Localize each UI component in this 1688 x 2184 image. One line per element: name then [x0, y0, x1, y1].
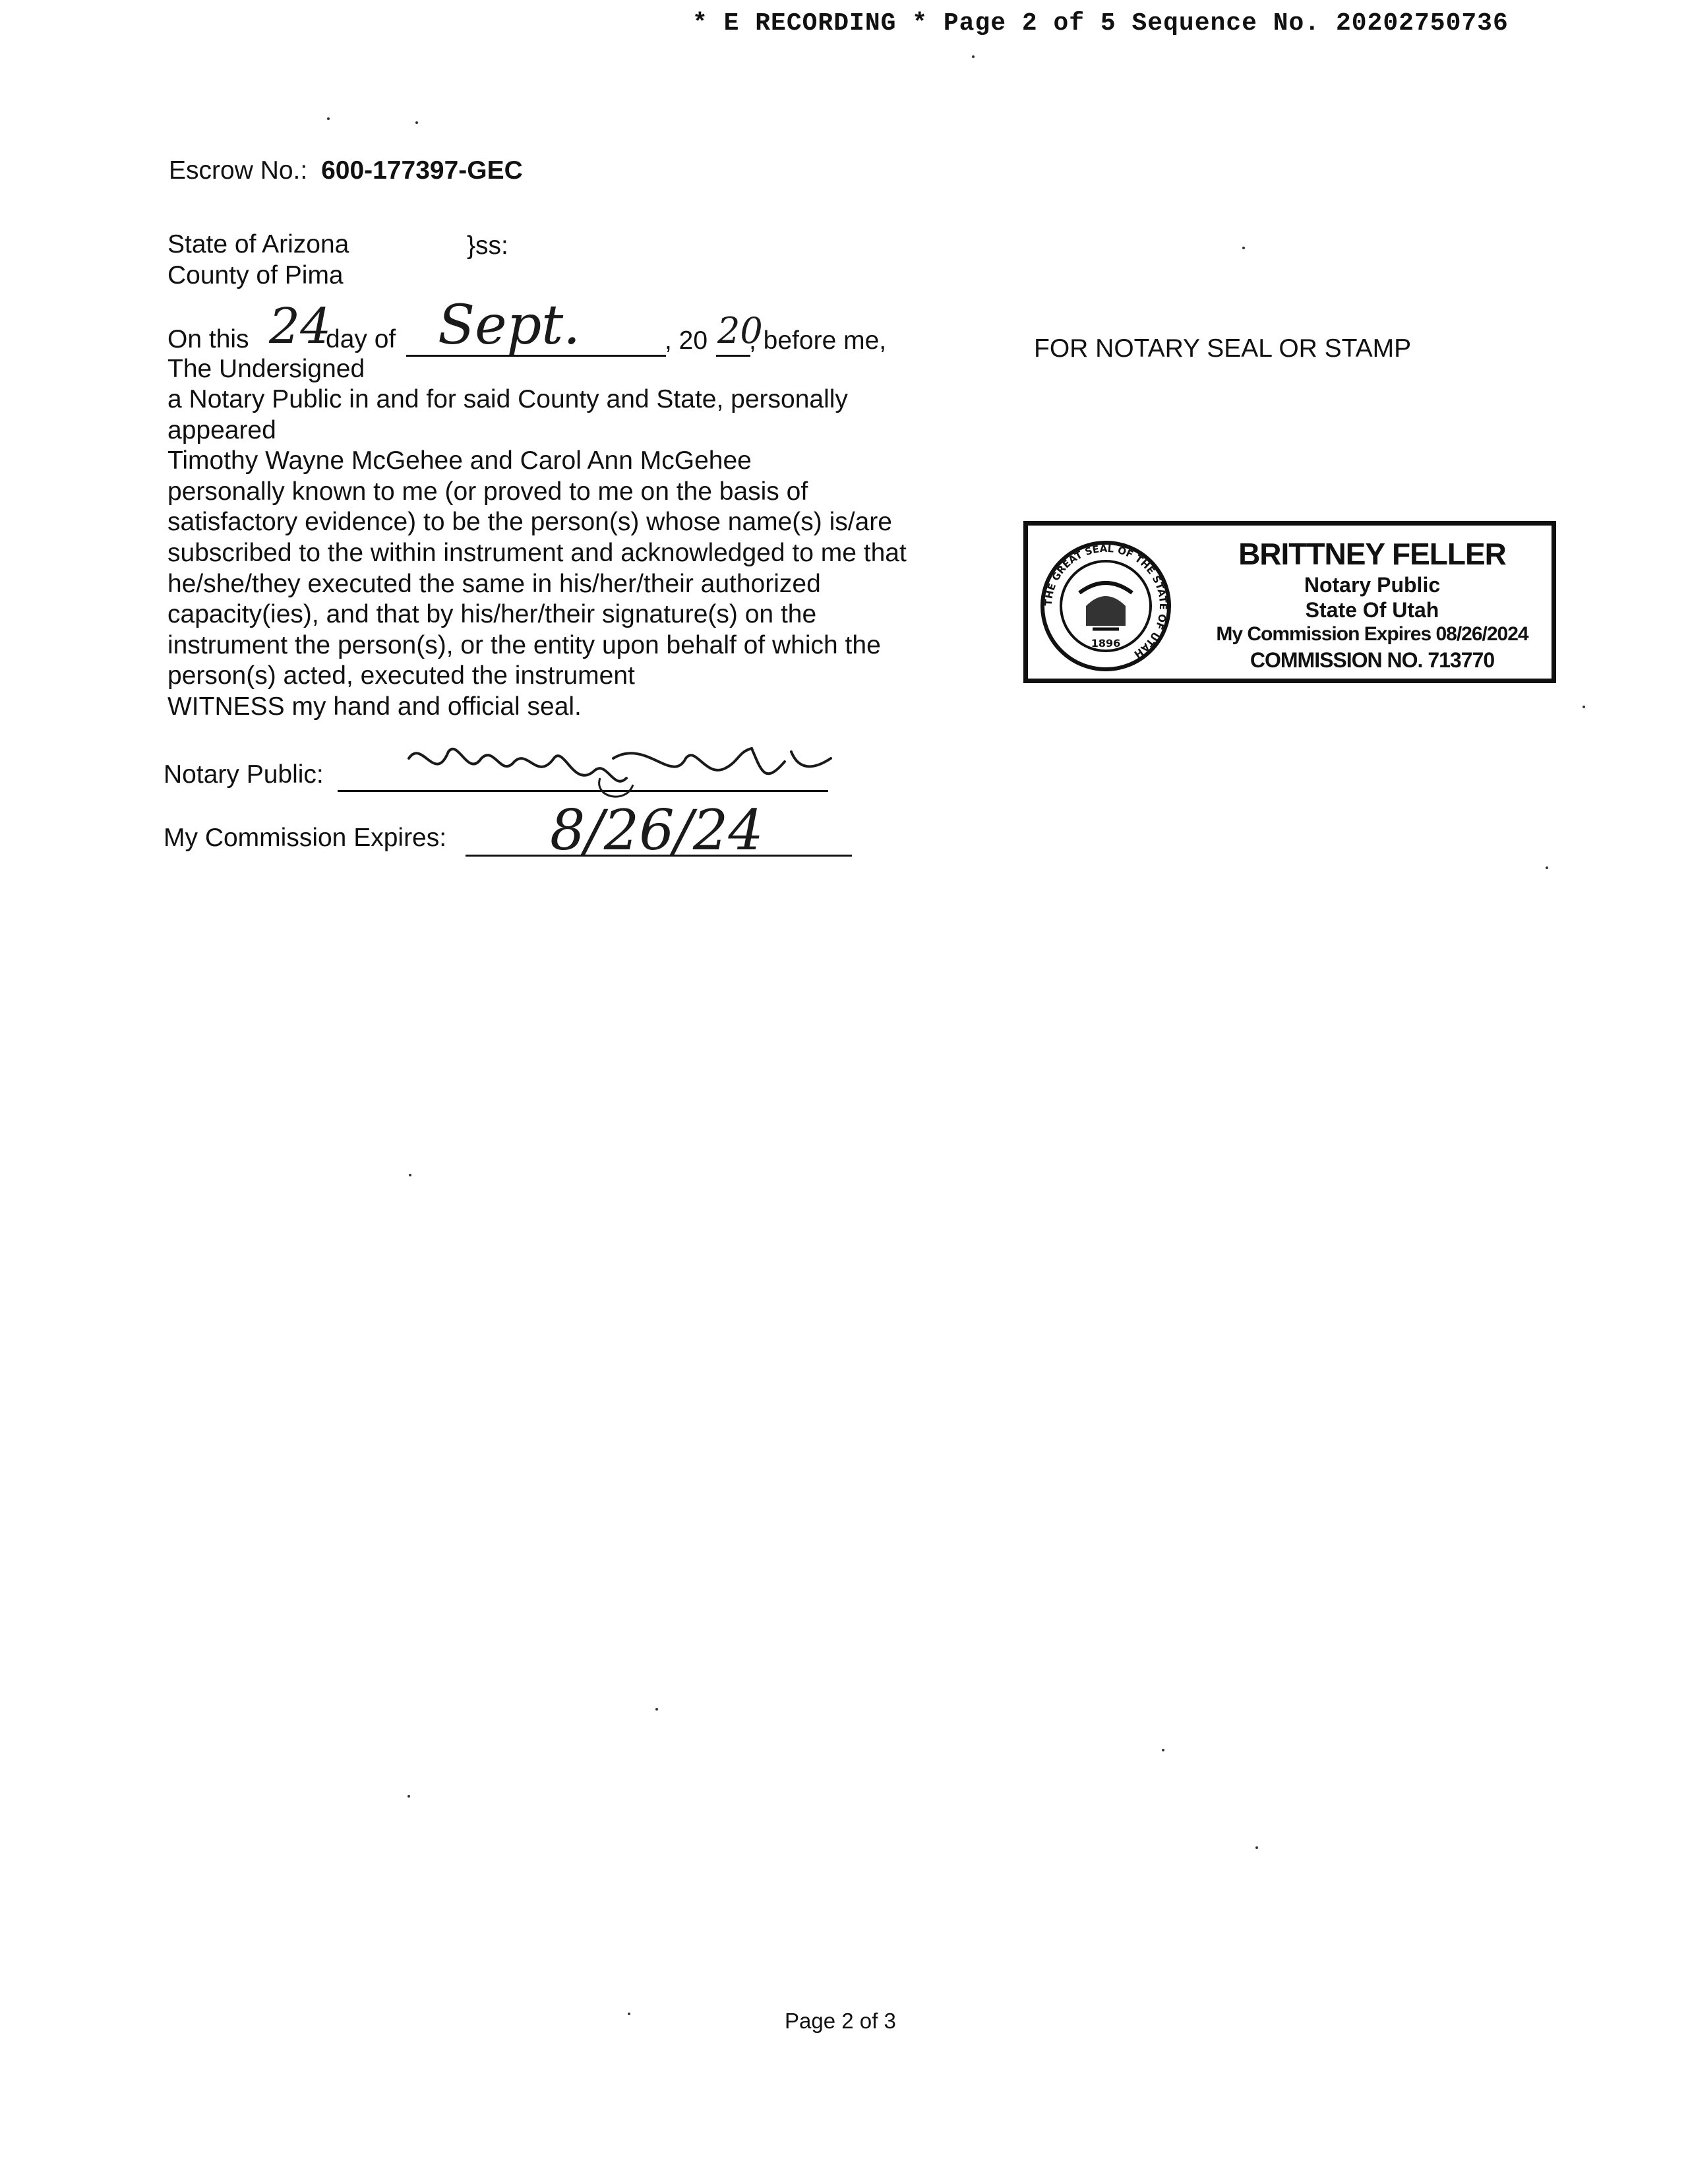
- handwritten-year: 20: [717, 310, 763, 351]
- scan-speck: [409, 1174, 411, 1176]
- seal-area-label: FOR NOTARY SEAL OR STAMP: [1034, 334, 1412, 363]
- ack-line: Timothy Wayne McGehee and Carol Ann McGehee: [167, 446, 752, 475]
- stamp-commission: COMMISSION NO. 713770: [1250, 648, 1495, 672]
- ack-line: personally known to me (or proved to me on the basis of: [167, 477, 808, 506]
- ack-line: capacity(ies), and that by his/her/their signature(s) on the: [167, 600, 817, 629]
- scan-speck: [972, 55, 975, 58]
- notary-public-label: Notary Public:: [164, 760, 324, 789]
- commission-expires-label: My Commission Expires:: [164, 824, 447, 852]
- scan-speck: [415, 121, 418, 124]
- venue-county: County of Pima: [167, 261, 344, 289]
- stamp-expires: My Commission Expires 08/26/2024: [1216, 623, 1528, 645]
- venue-state: State of Arizona: [167, 230, 349, 258]
- venue-ss: }ss:: [467, 231, 508, 260]
- seal-year: 1896: [1091, 637, 1121, 650]
- scan-speck: [655, 1708, 658, 1711]
- ack-line: WITNESS my hand and official seal.: [167, 692, 582, 721]
- handwritten-month: Sept.: [438, 294, 581, 357]
- ack-line: person(s) acted, executed the instrument: [167, 661, 635, 690]
- ack-line: a Notary Public in and for said County and State, personally: [167, 385, 848, 413]
- before-me-label: , before me,: [749, 326, 887, 355]
- stamp-name: BRITTNEY FELLER: [1238, 537, 1506, 571]
- year-underline: [716, 355, 750, 357]
- handwritten-day: 24: [269, 298, 332, 355]
- scan-speck: [1546, 866, 1548, 869]
- ack-line: instrument the person(s), or the entity upon behalf of which the: [167, 630, 881, 659]
- ack-line: satisfactory evidence) to be the person(s) whose name(s) is/are: [167, 508, 892, 537]
- officer-name: The Undersigned: [167, 355, 365, 383]
- utah-seal-icon: [1040, 540, 1172, 672]
- notary-stamp: [1023, 521, 1556, 683]
- scan-speck: [407, 1795, 410, 1798]
- acknowledgment-paragraph: [167, 384, 907, 723]
- scan-speck: [327, 117, 330, 120]
- scan-speck: [1582, 706, 1585, 708]
- page-footer: Page 2 of 3: [785, 2009, 896, 2033]
- scan-speck: [1162, 1749, 1164, 1751]
- scan-speck: [1255, 1846, 1258, 1849]
- ack-line: subscribed to the within instrument and acknowledged to me that: [167, 538, 907, 567]
- escrow-label: Escrow No.:: [169, 156, 308, 185]
- scan-speck: [1242, 247, 1245, 249]
- year-prefix: , 20: [665, 326, 708, 355]
- escrow-row: [169, 156, 523, 186]
- recording-header: * E RECORDING * Page 2 of 5 Sequence No. 20202750736: [692, 9, 1509, 38]
- stamp-title: Notary Public: [1304, 573, 1441, 597]
- handwritten-expiration: 8/26/24: [550, 798, 764, 863]
- escrow-number: 600-177397-GEC: [321, 156, 523, 185]
- scan-speck: [628, 2013, 630, 2015]
- seal-ring-text: THE GREAT SEAL OF THE STATE OF UTAH: [1042, 542, 1170, 661]
- on-this-label: On this: [167, 325, 249, 353]
- ack-line: he/she/they executed the same in his/her/their authorized: [167, 569, 821, 598]
- day-of-label: day of: [326, 325, 396, 353]
- ack-line: appeared: [167, 415, 276, 444]
- stamp-state: State Of Utah: [1305, 598, 1439, 622]
